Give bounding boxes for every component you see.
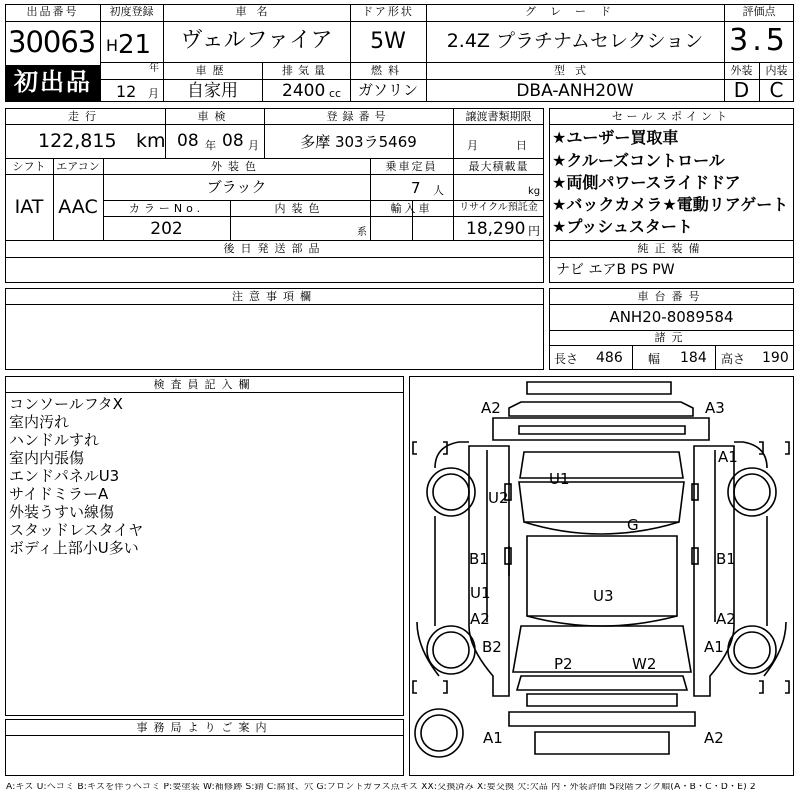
inspector-line-5: エンドパネルU3 [9, 467, 120, 485]
damage-mark-front-left: A2 [481, 399, 501, 417]
load-label: 最大積載量 [468, 160, 529, 173]
sales-point-2: ★クルーズコントロール [552, 151, 725, 170]
door-label: ドア形状 [362, 5, 414, 18]
sales-points-label: セールスポイント [611, 110, 731, 123]
transfer-month-unit: 月 [467, 139, 478, 152]
lot-number: 30063 [8, 25, 96, 59]
int-color-unit: 系 [357, 227, 367, 238]
inspection-label: 車検 [197, 110, 232, 123]
damage-mark-tailgate-left: P2 [554, 655, 573, 673]
damage-mark-left-rear: B2 [482, 638, 502, 656]
registration-value: 多摩 303ラ5469 [300, 133, 417, 151]
damage-mark-left-quarter: A2 [470, 610, 490, 628]
shift-value: IAT [14, 196, 44, 218]
damage-mark-right-fender: A1 [718, 448, 738, 466]
recycle-unit: 円 [528, 224, 541, 238]
inspection-year-unit: 年 [205, 139, 216, 152]
height-value: 190 [762, 350, 789, 366]
mileage-label: 走行 [68, 110, 102, 123]
office-label: 事務局よりご案内 [136, 721, 273, 734]
era: H [106, 36, 119, 55]
car-diagram [409, 376, 794, 776]
displacement-label: 排気量 [282, 64, 330, 77]
damage-mark-bumper-left: A1 [483, 729, 503, 747]
shift-label: シフト [12, 160, 46, 173]
inspection-month-unit: 月 [248, 139, 259, 152]
damage-mark-right-rear: A1 [704, 638, 724, 656]
width-label: 幅 [648, 352, 661, 366]
score-label: 評価点 [742, 5, 776, 18]
inspection-month: 08 [222, 131, 244, 151]
inspector-line-7: 外装うすい線傷 [9, 503, 115, 521]
ext-color-value: ブラック [206, 178, 267, 196]
inspector-line-2: 室内汚れ [9, 413, 70, 431]
damage-mark-glass: G [627, 516, 639, 534]
inspector-line-8: スタッドレスタイヤ [9, 521, 144, 539]
sales-point-5: ★プッシュスタート [552, 217, 693, 236]
displacement-unit: cc [329, 87, 342, 100]
capacity-unit: 人 [433, 184, 444, 197]
color-no-value: 202 [150, 219, 183, 239]
inspector-line-9: ボディ上部小U多い [9, 539, 139, 557]
car-name: ヴェルファイア [180, 28, 333, 53]
ac-label: エアコン [56, 160, 100, 173]
rear-bumper-shape [527, 694, 677, 706]
dimensions-label: 諸元 [654, 331, 689, 344]
transfer-day-unit: 日 [516, 139, 527, 152]
car-name-label: 車名 [235, 5, 278, 18]
exterior-score: D [733, 78, 750, 102]
front-bumper-shape [509, 402, 693, 416]
registration-label: 登録番号 [326, 110, 391, 123]
roof-outline [519, 482, 684, 522]
history-label: 車歴 [195, 64, 230, 77]
chassis-label: 車台番号 [637, 290, 706, 303]
damage-mark-tailgate-right: W2 [632, 655, 657, 673]
transfer-label: 譲渡書類期限 [465, 110, 532, 123]
interior-score: C [769, 78, 784, 102]
later-parts-label: 後日発送部品 [223, 242, 326, 255]
damage-mark-left-door-rear: U1 [470, 584, 491, 602]
first-reg-label: 初度登録 [109, 5, 154, 18]
width-value: 184 [680, 350, 707, 366]
history-value: 自家用 [187, 81, 238, 101]
door-value: 5W [370, 29, 406, 54]
grade-value: 2.4Z プラチナムセレクション [446, 30, 704, 52]
sales-point-1: ★ユーザー買取車 [552, 128, 679, 147]
interior-score-label: 内装 [765, 64, 788, 77]
capacity-label: 乗車定員 [385, 160, 438, 173]
inspector-label: 検査員記入欄 [153, 378, 256, 391]
damage-mark-bumper-right: A2 [704, 729, 724, 747]
damage-legend: A:キズ U:ヘコミ B:キズを伴うヘコミ P:要塗装 W:補修跡 S:錆 C:腐食、穴 G:フロントガラス点キズ XX:交換済み X:要交換 欠:欠品 内・外装評価 5段階ランク順(A・B・C・D・E) 2 [6, 783, 756, 792]
inspector-line-6: サイドミラーA [9, 485, 109, 503]
chassis-value: ANH20-8089584 [609, 308, 734, 326]
import-label: 輸入車 [390, 202, 433, 215]
capacity-value: 7 [411, 179, 421, 197]
damage-mark-left-door-front: U2 [488, 489, 509, 507]
left-side-outline [469, 446, 509, 696]
ext-color-label: 外装色 [211, 160, 262, 173]
lot-label: 出品番号 [26, 5, 79, 18]
score-value: 3.5 [729, 23, 789, 58]
first-reg-month: 12 [116, 82, 137, 101]
model-value: DBA-ANH20W [516, 81, 634, 101]
first-reg-year: 21 [118, 30, 152, 60]
fuel-label: 燃料 [371, 64, 405, 77]
sales-point-3: ★両側パワースライドドア [552, 173, 741, 192]
equipment-value: ナビ エアB PS PW [556, 262, 675, 278]
first-listing-badge-text: 初出品 [14, 68, 92, 96]
damage-mark-rear-panel: U3 [593, 587, 614, 605]
fuel-value: ガソリン [357, 81, 418, 99]
model-label: 型式 [554, 64, 596, 77]
right-side-outline [694, 446, 734, 696]
damage-mark-right-quarter: A2 [716, 610, 736, 628]
month-unit: 月 [148, 87, 159, 100]
color-no-label: カラーNo. [128, 202, 205, 215]
damage-mark-right-pillar: B1 [716, 550, 736, 568]
inspector-line-3: ハンドルすれ [9, 431, 100, 449]
height-label: 高さ [721, 352, 746, 366]
length-value: 486 [596, 350, 623, 366]
damage-mark-roof: U1 [549, 470, 570, 488]
tire-rear-left [427, 626, 475, 674]
int-color-label: 内装色 [274, 202, 326, 215]
inspector-line-4: 室内内張傷 [9, 449, 85, 467]
mileage-unit: km [136, 130, 166, 152]
spare-tire [415, 709, 463, 757]
exterior-score-label: 外装 [730, 64, 753, 77]
load-unit: kg [528, 186, 541, 197]
sales-point-4: ★バックカメラ★電動リアゲート [552, 195, 789, 214]
tire-front-right [728, 468, 776, 516]
inspector-line-1: コンソールフタX [9, 395, 123, 413]
displacement-value: 2400 [282, 81, 326, 101]
length-label: 長さ [554, 352, 579, 366]
tire-rear-right [728, 626, 776, 674]
equipment-label: 純正装備 [637, 242, 706, 255]
damage-mark-front-right: A3 [705, 399, 725, 417]
recycle-label: リサイクル預託金 [459, 202, 538, 213]
damage-mark-left-pillar: B1 [469, 550, 489, 568]
ac-value: AAC [58, 196, 98, 218]
recycle-value: 18,290 [466, 219, 526, 239]
mileage-value: 122,815 [38, 130, 117, 152]
notes-label: 注意事項欄 [232, 290, 317, 303]
grade-label: グレード [525, 5, 625, 18]
inspection-year: 08 [177, 131, 199, 151]
tire-front-left [427, 468, 475, 516]
year-unit: 年 [149, 63, 159, 74]
